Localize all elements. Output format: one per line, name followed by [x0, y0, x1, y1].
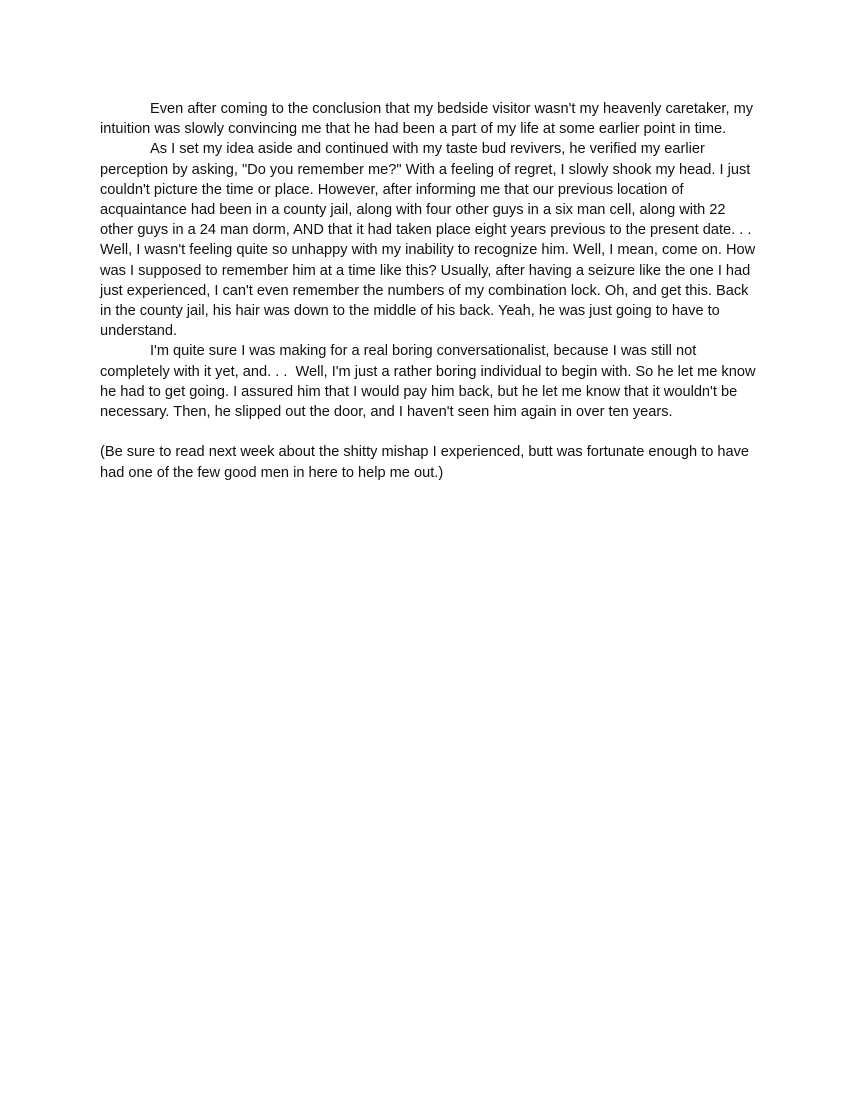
paragraph-visitor-departure: I'm quite sure I was making for a real boring conversationalist, because I was still not completely with it yet, and. . . Well, I'm just a rather boring individual to begin with. So he let me know he had to get going. I assured him that I would pay him back, but he let me know that it wouldn't be necessary. Then, he slipped out the door, and I haven't seen him again in over ten years.	[100, 343, 760, 421]
blank-line	[100, 422, 760, 442]
paragraph-visitor-recognition: Even after coming to the conclusion that my bedside visitor wasn't my heavenly caretaker, my intuition was slowly convincing me that he had been a part of my life at some earlier point in time.	[100, 101, 758, 138]
document-body	[100, 99, 760, 483]
closing-note: (Be sure to read next week about the shitty mishap I experienced, butt was fortunate enough to have had one of the few good men in here to help me out.)	[100, 444, 754, 481]
paragraph-county-jail-memory: As I set my idea aside and continued with my taste bud revivers, he verified my earlier perception by asking, "Do you remember me?" With a feeling of regret, I slowly shook my head. I just couldn't picture the time or place. However, after informing me that our previous location of acquaintance had been in a county jail, along with four other guys in a six man cell, along with 22 other guys in a 24 man dorm, AND that it had taken place eight years previous to the present date. . . Well, I wasn't feeling quite so unhappy with my inability to recognize him. Well, I mean, come on. How was I supposed to remember him at a time like this? Usually, after having a seizure like the one I had just experienced, I can't even remember the numbers of my combination lock. Oh, and get this. Back in the county jail, his hair was down to the middle of his back. Yeah, he was just going to have to understand.	[100, 141, 760, 340]
